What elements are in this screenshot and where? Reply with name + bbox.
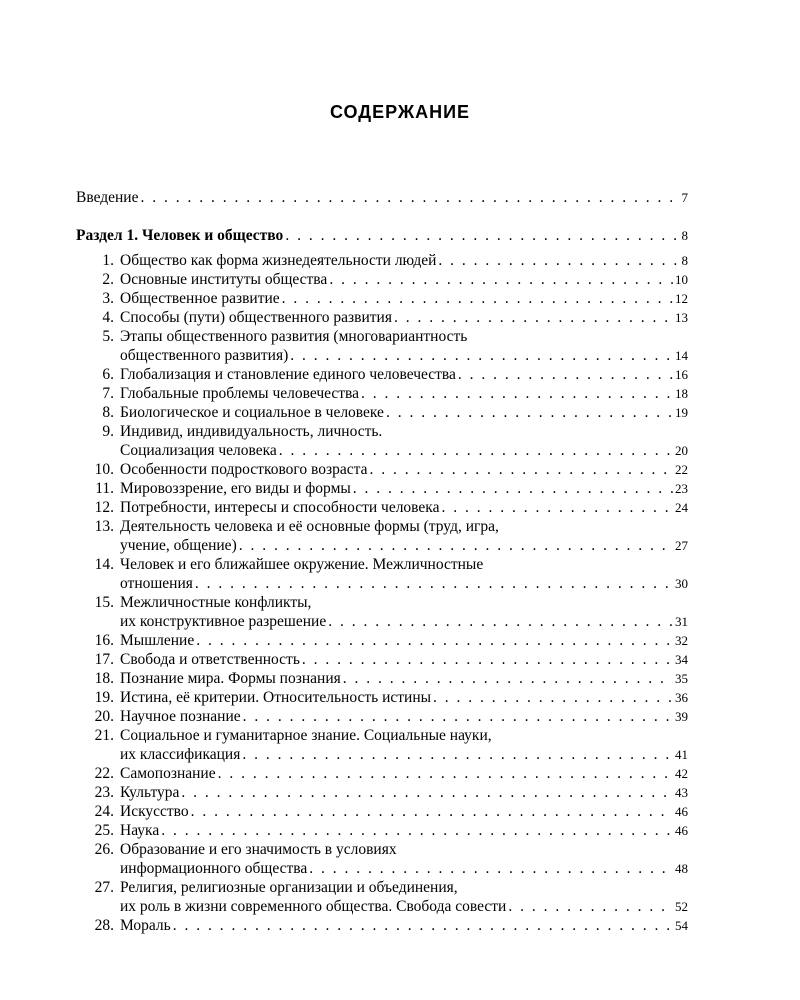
toc-page-number: 31 [675, 614, 688, 629]
toc-page-number: 32 [675, 633, 688, 648]
toc-entry-line [76, 555, 688, 574]
toc-entry-number: 6. [102, 366, 114, 383]
toc-entry[interactable] [76, 821, 688, 840]
toc-entry-title: Самопознание [120, 765, 216, 782]
toc-entry-line [76, 422, 688, 441]
toc-intro-entry[interactable] [76, 188, 688, 207]
toc-entry[interactable] [76, 270, 688, 289]
toc-entry[interactable] [76, 783, 688, 802]
toc-entry-line [76, 802, 688, 821]
toc-entry[interactable] [76, 289, 688, 308]
leader-dots [328, 612, 673, 631]
leader-dots [196, 631, 673, 650]
leader-dots [239, 536, 673, 555]
toc-entry[interactable] [76, 251, 688, 270]
toc-entry-line [76, 897, 688, 916]
toc-entry-title: Индивид, индивидуальность, личность. [120, 423, 383, 440]
toc-entry-line [76, 289, 688, 308]
toc-entry[interactable] [76, 840, 688, 878]
toc-entry-number: 18. [94, 670, 114, 687]
toc-entry[interactable] [76, 517, 688, 555]
leader-dots [218, 764, 673, 783]
toc-entry[interactable] [76, 308, 688, 327]
toc-entry-title: Биологическое и социальное в человеке [120, 404, 384, 421]
toc-entry-number: 11. [95, 480, 114, 497]
leader-dots [508, 897, 673, 916]
toc-page-number: 39 [675, 709, 688, 724]
toc-entry-line [76, 650, 688, 669]
toc-entry-title: Научное познание [120, 708, 241, 725]
toc-entry-line [76, 460, 688, 479]
toc-page-number: 20 [675, 443, 688, 458]
toc-entry-number: 5. [102, 328, 114, 345]
toc-entry-title: Искусство [120, 803, 189, 820]
toc-page-number: 35 [675, 671, 688, 686]
toc-entry-title: учение, общение) [120, 537, 237, 554]
toc-entry[interactable] [76, 878, 688, 916]
toc-entry-number: 23. [94, 784, 114, 801]
toc-entry-title: Основные институты общества [120, 271, 328, 288]
toc-entry[interactable] [76, 460, 688, 479]
toc-entry[interactable] [76, 764, 688, 783]
toc-page-number: 30 [675, 576, 688, 591]
toc-entry-line [76, 669, 688, 688]
toc-page-number: 19 [675, 405, 688, 420]
toc-entry-line [76, 707, 688, 726]
toc-entry-number: 1. [102, 252, 114, 269]
toc-entry[interactable] [76, 726, 688, 764]
toc-entry-number: 28. [94, 917, 114, 934]
toc-entry-title: их роль в жизни современного общества. Свобода совести [120, 898, 507, 915]
toc-entry-number: 2. [102, 271, 114, 288]
toc-page-number: 41 [675, 747, 688, 762]
toc-entry-line [76, 745, 688, 764]
toc-entry-number: 17. [94, 651, 114, 668]
leader-dots [242, 745, 673, 764]
toc-entry-line [76, 384, 688, 403]
leader-dots [438, 251, 679, 270]
toc-entry-title: Культура [120, 784, 180, 801]
leader-dots [243, 707, 673, 726]
toc-entry-number: 16. [94, 632, 114, 649]
toc-entry-line [76, 498, 688, 517]
toc-entry-line [76, 764, 688, 783]
toc-entry[interactable] [76, 916, 688, 935]
toc-entry-title: информационного общества [120, 860, 308, 877]
toc-entry[interactable] [76, 593, 688, 631]
toc-page-number: 10 [675, 272, 688, 287]
leader-dots [441, 498, 673, 517]
leader-dots [302, 650, 673, 669]
toc-entry-line [76, 859, 688, 878]
toc-entry[interactable] [76, 650, 688, 669]
toc-entry[interactable] [76, 555, 688, 593]
toc-entries-list [76, 251, 688, 935]
toc-entry-line [76, 878, 688, 897]
toc-entry-number: 3. [102, 290, 114, 307]
leader-dots [394, 308, 673, 327]
toc-entry-line [76, 441, 688, 460]
toc-entry-number: 12. [94, 499, 114, 516]
toc-entry-title: Социализация человека [120, 442, 277, 459]
toc-entry-number: 26. [94, 841, 114, 858]
leader-dots [369, 460, 673, 479]
toc-entry-line [76, 308, 688, 327]
leader-dots [458, 365, 673, 384]
toc-page-number: 8 [681, 228, 688, 243]
toc-entry-number: 19. [94, 689, 114, 706]
leader-dots [191, 802, 673, 821]
toc-entry-title: Глобальные проблемы человечества [120, 385, 360, 402]
toc-entry-title: Свобода и ответственность [120, 651, 300, 668]
toc-page-number: 18 [675, 386, 688, 401]
toc-page-number: 42 [675, 766, 688, 781]
toc-entry-number: 14. [94, 556, 114, 573]
toc-page-number: 22 [675, 462, 688, 477]
toc-page-number: 8 [681, 253, 688, 268]
leader-dots [195, 574, 673, 593]
toc-entry-title: Мораль [120, 917, 171, 934]
toc-entry-title: Глобализация и становление единого человечества [120, 366, 456, 383]
toc-entry-line [76, 346, 688, 365]
leader-dots [353, 479, 673, 498]
leader-dots [279, 441, 673, 460]
toc-entry-title: Деятельность человека и её основные формы (труд, игра, [120, 518, 499, 535]
toc-page-number: 46 [675, 823, 688, 838]
leader-dots [309, 859, 673, 878]
toc-entry-line [76, 688, 688, 707]
toc-entry-number: 22. [94, 765, 114, 782]
leader-dots [140, 188, 679, 207]
toc-entry-number: 24. [94, 803, 114, 820]
toc-entry-number: 13. [94, 518, 114, 535]
toc-entry[interactable] [76, 669, 688, 688]
section-title: Раздел 1. Человек и общество [76, 227, 284, 244]
toc-entry-title: отношения [120, 575, 193, 592]
toc-entry-title: их классификация [120, 746, 241, 763]
leader-dots [433, 688, 673, 707]
toc-entry-line [76, 403, 688, 422]
toc-entry[interactable] [76, 707, 688, 726]
toc-page-number: 13 [675, 310, 688, 325]
toc-entry-title: Мышление [120, 632, 195, 649]
toc-entry-line [76, 840, 688, 859]
toc-entry-line [76, 593, 688, 612]
toc-entry-title: Социальное и гуманитарное знание. Социальные науки, [120, 727, 492, 744]
toc-entry-line [76, 479, 688, 498]
toc-page-number: 12 [675, 291, 688, 306]
leader-dots [181, 783, 673, 802]
leader-dots [290, 346, 673, 365]
leader-dots [343, 669, 673, 688]
toc-entry[interactable] [76, 688, 688, 707]
toc-section-heading[interactable] [76, 226, 688, 245]
toc-entry-title: Истина, её критерии. Относительность истины [120, 689, 432, 706]
leader-dots [386, 403, 673, 422]
toc-entry-number: 25. [94, 822, 114, 839]
toc-entry-line [76, 517, 688, 536]
toc-entry-number: 21. [94, 727, 114, 744]
toc-entry-title: Образование и его значимость в условиях [120, 841, 397, 858]
toc-page-number: 34 [675, 652, 688, 667]
toc-entry-line [76, 631, 688, 650]
toc-entry-number: 27. [94, 879, 114, 896]
leader-dots [361, 384, 673, 403]
toc-page-number: 14 [675, 348, 688, 363]
toc-entry[interactable] [76, 403, 688, 422]
toc-entry-line [76, 574, 688, 593]
toc-entry-line [76, 916, 688, 935]
toc-page-number: 24 [675, 500, 688, 515]
toc-entry[interactable] [76, 498, 688, 517]
toc-page-number: 27 [675, 538, 688, 553]
toc-entry-number: 10. [94, 461, 114, 478]
toc-entry[interactable] [76, 479, 688, 498]
leader-dots [161, 821, 673, 840]
leader-dots [282, 289, 673, 308]
toc-entry-title: Общество как форма жизнедеятельности людей [120, 252, 437, 269]
leader-dots [173, 916, 673, 935]
toc-entry-line [76, 270, 688, 289]
toc-entry-title: Межличностные конфликты, [120, 594, 312, 611]
toc-entry-line [76, 783, 688, 802]
leader-dots [329, 270, 673, 289]
toc-entry-title: Мировоззрение, его виды и формы [120, 480, 351, 497]
toc-entry-number: 15. [94, 594, 114, 611]
toc-entry-line [76, 612, 688, 631]
toc-entry-title: Потребности, интересы и способности человека [120, 499, 440, 516]
toc-page-number: 16 [675, 367, 688, 382]
toc-entry-title: их конструктивное разрешение [120, 613, 327, 630]
toc-entry-line [76, 365, 688, 384]
toc-entry[interactable] [76, 802, 688, 821]
toc-page-number: 52 [675, 899, 688, 914]
toc-entry-number: 4. [102, 309, 114, 326]
toc-page-number: 46 [675, 804, 688, 819]
toc-entry-title: Религия, религиозные организации и объединения, [120, 879, 458, 896]
toc-entry-number: 8. [102, 404, 114, 421]
toc-entry[interactable] [76, 327, 688, 365]
leader-dots [285, 226, 679, 245]
table-of-contents [76, 188, 688, 935]
toc-entry-line [76, 536, 688, 555]
toc-page-number: 7 [681, 190, 688, 205]
toc-page-number: 36 [675, 690, 688, 705]
page-title: СОДЕРЖАНИЕ [329, 102, 471, 122]
toc-page-number: 23 [675, 481, 688, 496]
toc-page-number: 43 [675, 785, 688, 800]
toc-entry-title: Введение [76, 189, 139, 206]
toc-entry-title: Этапы общественного развития (многовариантность [120, 328, 468, 345]
toc-entry-title: общественного развития) [120, 347, 289, 364]
toc-entry-line [76, 726, 688, 745]
toc-entry-title: Наука [120, 822, 160, 839]
toc-entry[interactable] [76, 384, 688, 403]
toc-entry-title: Способы (пути) общественного развития [120, 309, 392, 326]
toc-entry-number: 20. [94, 708, 114, 725]
toc-entry-title: Особенности подросткового возраста [120, 461, 368, 478]
toc-entry[interactable] [76, 631, 688, 650]
toc-entry-title: Человек и его ближайшее окружение. Межличностные [120, 556, 484, 573]
toc-entry-number: 9. [102, 423, 114, 440]
toc-entry-title: Общественное развитие [120, 290, 280, 307]
toc-entry-line [76, 821, 688, 840]
toc-page-number: 48 [675, 861, 688, 876]
toc-entry-line [76, 327, 688, 346]
toc-page-number: 54 [675, 918, 688, 933]
toc-entry-line [76, 251, 688, 270]
toc-entry[interactable] [76, 422, 688, 460]
toc-entry[interactable] [76, 365, 688, 384]
toc-entry-title: Познание мира. Формы познания [120, 670, 341, 687]
toc-entry-number: 7. [102, 385, 114, 402]
